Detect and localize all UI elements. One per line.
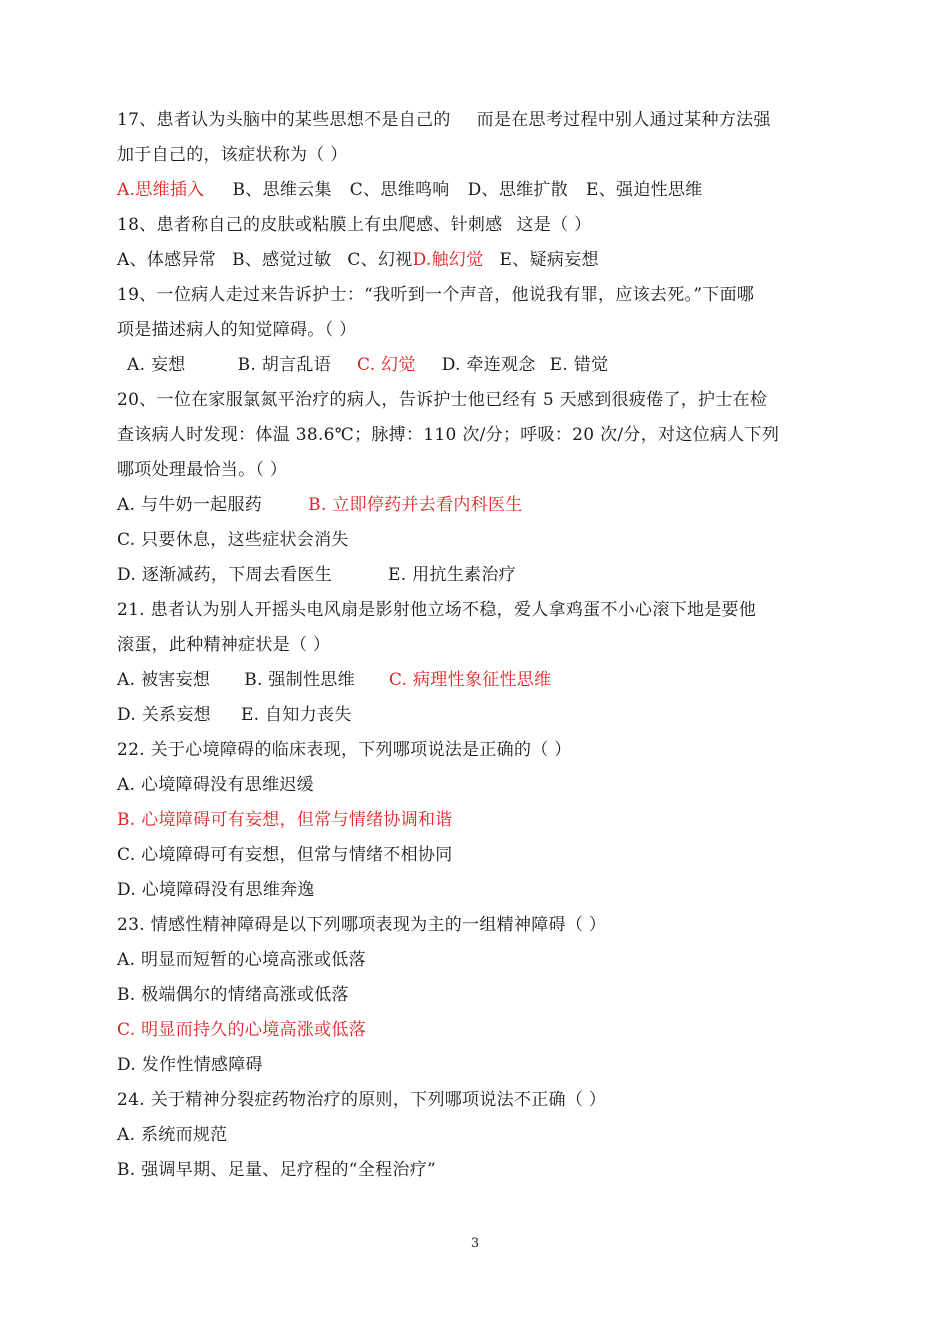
q17-options — [117, 173, 837, 208]
q18-stem-part2: 这是（ ） — [516, 215, 592, 235]
q18-stem — [117, 208, 837, 243]
q19-option-c-answer: C. 幻觉 — [357, 355, 416, 375]
q17-option-a-answer: A.思维插入 — [117, 180, 205, 200]
q17-stem-part1: 17、患者认为头脑中的某些思想不是自己的 — [117, 110, 451, 130]
q19-option-a: A. 妄想 — [127, 355, 186, 375]
q17-option-b: B、思维云集 — [232, 180, 332, 200]
q18-option-d-answer: D.触幻觉 — [412, 250, 484, 270]
q21-stem-line1: 21. 患者认为别人开摇头电风扇是影射他立场不稳，爱人拿鸡蛋不小心滚下地是要他 — [117, 600, 757, 620]
q18-option-a: A、体感异常 — [117, 250, 217, 270]
q22-option-c: C. 心境障碍可有妄想，但常与情绪不相协同 — [117, 845, 453, 865]
q20-stem-line3: 哪项处理最恰当。（ ） — [117, 460, 288, 480]
q21-option-a: A. 被害妄想 — [117, 670, 211, 690]
q21-options-abc — [117, 663, 837, 698]
q20-option-c: C. 只要休息，这些症状会消失 — [117, 530, 349, 550]
q19-option-e: E. 错觉 — [549, 355, 609, 375]
q24-stem: 24. 关于精神分裂症药物治疗的原则，下列哪项说法不正确（ ） — [117, 1090, 607, 1110]
q20-option-e: E. 用抗生素治疗 — [388, 565, 516, 585]
q22-option-d: D. 心境障碍没有思维奔逸 — [117, 880, 315, 900]
q18-stem-part1: 18、患者称自己的皮肤或粘膜上有虫爬感、针刺感 — [117, 215, 503, 235]
q17-option-c: C、思维鸣响 — [349, 180, 450, 200]
page-number: 3 — [470, 1236, 480, 1251]
q20-option-b-answer: B. 立即停药并去看内科医生 — [308, 495, 523, 515]
q18-options — [117, 243, 837, 278]
q18-option-b: B、感觉过敏 — [232, 250, 332, 270]
q21-options-de — [117, 698, 837, 733]
q20-options-ab — [117, 488, 837, 523]
q20-option-d: D. 逐渐减药，下周去看医生 — [117, 565, 333, 585]
q22-stem: 22. 关于心境障碍的临床表现，下列哪项说法是正确的（ ） — [117, 740, 572, 760]
q17-option-d: D、思维扩散 — [467, 180, 569, 200]
q17-stem-line2: 加于自己的，该症状称为（ ） — [117, 145, 348, 165]
q22-option-a: A. 心境障碍没有思维迟缓 — [117, 775, 314, 795]
q19-stem-line1: 19、一位病人走过来告诉护士：“我听到一个声音，他说我有罪，应该去死。”下面哪 — [117, 285, 755, 305]
q24-option-b: B. 强调早期、足量、足疗程的“全程治疗” — [117, 1160, 436, 1180]
q20-options-de — [117, 558, 837, 593]
q21-option-d: D. 关系妄想 — [117, 705, 211, 725]
q19-options — [117, 348, 837, 383]
q20-stem-line1: 20、一位在家服氯氮平治疗的病人，告诉护士他已经有 5 天感到很疲倦了，护士在检 — [117, 390, 768, 410]
q21-option-e: E. 自知力丧失 — [240, 705, 352, 725]
q22-option-b-answer: B. 心境障碍可有妄想，但常与情绪协调和谐 — [117, 810, 453, 830]
q23-option-a: A. 明显而短暂的心境高涨或低落 — [117, 950, 366, 970]
q20-stem-line2: 查该病人时发现：体温 38.6℃；脉搏：110 次/分；呼吸：20 次/分，对这位病人下列 — [117, 425, 780, 445]
q17-stem-line1 — [117, 103, 837, 138]
q17-option-e: E、强迫性思维 — [586, 180, 703, 200]
q23-option-b: B. 极端偶尔的情绪高涨或低落 — [117, 985, 349, 1005]
q21-stem-line2: 滚蛋，此种精神症状是（ ） — [117, 635, 331, 655]
q19-option-d: D. 牵连观念 — [441, 355, 536, 375]
question-list — [117, 103, 837, 1188]
q24-option-a: A. 系统而规范 — [117, 1125, 228, 1145]
q23-option-c-answer: C. 明显而持久的心境高涨或低落 — [117, 1020, 367, 1040]
q19-stem-line2: 项是描述病人的知觉障碍。（ ） — [117, 320, 357, 340]
q18-option-e: E、疑病妄想 — [499, 250, 599, 270]
q17-stem-part2: 而是在思考过程中别人通过某种方法强 — [476, 110, 771, 130]
q23-option-d: D. 发作性情感障碍 — [117, 1055, 263, 1075]
q21-option-c-answer: C. 病理性象征性思维 — [388, 670, 552, 690]
q23-stem: 23. 情感性精神障碍是以下列哪项表现为主的一组精神障碍（ ） — [117, 915, 607, 935]
q20-option-a: A. 与牛奶一起服药 — [117, 495, 263, 515]
q21-option-b: B. 强制性思维 — [244, 670, 355, 690]
q18-option-c: C、幻视 — [347, 250, 413, 270]
q19-option-b: B. 胡言乱语 — [237, 355, 331, 375]
